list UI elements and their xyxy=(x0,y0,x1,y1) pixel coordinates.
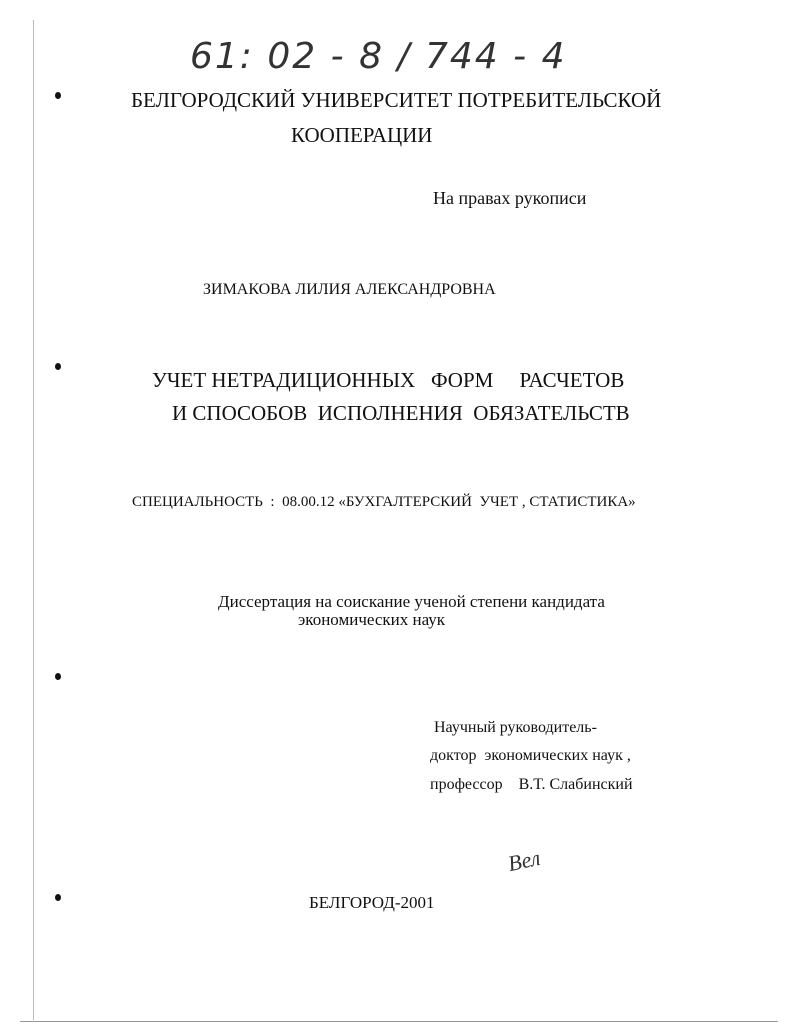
city-year: БЕЛГОРОД-2001 xyxy=(309,893,435,912)
punch-hole-mark xyxy=(55,363,61,370)
dissertation-degree-line2: экономических наук xyxy=(298,610,446,629)
scan-edge-line xyxy=(33,20,34,1020)
punch-hole-mark xyxy=(55,894,61,901)
university-name-line2: КООПЕРАЦИИ xyxy=(291,123,433,147)
handwritten-archive-number: 61: 02 - 8 / 744 - 4 xyxy=(190,36,567,77)
university-name-line1: БЕЛГОРОДСКИЙ УНИВЕРСИТЕТ ПОТРЕБИТЕЛЬСКОЙ xyxy=(131,88,662,112)
supervisor-line3: профессор В.Т. Слабинский xyxy=(430,776,633,793)
dissertation-degree-line1: Диссертация на соискание ученой степени кандидата xyxy=(218,592,605,611)
supervisor-line1: Научный руководитель- xyxy=(434,719,597,736)
specialty-line: СПЕЦИАЛЬНОСТЬ : 08.00.12 «БУХГАЛТЕРСКИЙ УЧЕТ , СТАТИСТИКА» xyxy=(132,494,636,510)
punch-hole-mark xyxy=(55,92,61,99)
scan-bottom-line xyxy=(20,1021,778,1022)
dissertation-title-line2: И СПОСОБОВ ИСПОЛНЕНИЯ ОБЯЗАТЕЛЬСТВ xyxy=(172,401,630,425)
signature: Вел xyxy=(505,844,543,877)
author-name: ЗИМАКОВА ЛИЛИЯ АЛЕКСАНДРОВНА xyxy=(203,281,496,298)
supervisor-line2: доктор экономических наук , xyxy=(430,747,631,764)
dissertation-title-line1: УЧЕТ НЕТРАДИЦИОННЫХ ФОРМ РАСЧЕТОВ xyxy=(152,368,625,392)
punch-hole-mark xyxy=(55,673,61,680)
manuscript-note: На правах рукописи xyxy=(433,188,587,208)
